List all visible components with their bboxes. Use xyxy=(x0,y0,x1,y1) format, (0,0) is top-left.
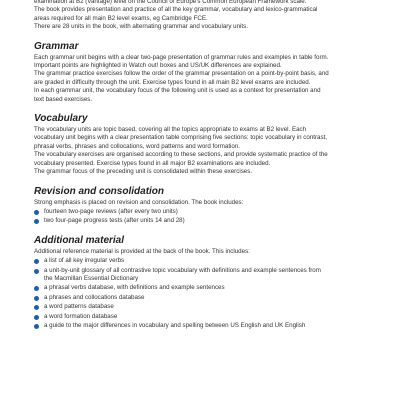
list-item xyxy=(34,267,384,284)
list-item-text: fourteen two-page reviews (after every two units) xyxy=(44,207,178,215)
grammar-line: Each grammar unit begins with a clear two-page presentation of grammar rules and examples in table form. xyxy=(34,53,329,61)
bullet-icon xyxy=(34,286,39,291)
list-item-text-continued: the Macmillan Essential Dictionary xyxy=(44,274,139,282)
intro-line: examination at B2 (Vantage) level on the Council of Europe's Common European Framework scale. xyxy=(34,0,307,5)
grammar-heading: Grammar xyxy=(34,40,79,52)
list-item-text: a phrases and collocations database xyxy=(44,293,145,301)
grammar-line: text based exercises. xyxy=(34,95,93,103)
additional-heading: Additional material xyxy=(34,234,125,246)
bullet-icon xyxy=(34,324,39,329)
list-item-text: a unit-by-unit glossary of all contrastive topic vocabulary with definitions and example sentences from xyxy=(44,266,321,274)
vocabulary-line: vocabulary presented. Exercise types found in all major B2 examinations are included. xyxy=(34,159,271,167)
grammar-line: are graded in difficulty through the unit. Exercise types found in all main B2 level exams are included. xyxy=(34,78,311,86)
vocabulary-line: vocabulary unit begins with a clear presentation table comprising five sections: topic vocabulary in contrast, xyxy=(34,134,328,142)
intro-line: areas required for all main B2 level exams, eg Cambridge FCE. xyxy=(34,14,208,22)
vocabulary-line: The vocabulary exercises are organised according to these sections, and provide systematic practice of the xyxy=(34,151,328,159)
list-item-text: a word patterns database xyxy=(44,303,114,311)
list-item-text: a guide to the major differences in vocabulary and spelling between US English and UK English xyxy=(44,321,306,329)
bullet-icon xyxy=(34,259,39,264)
intro-line: The book provides presentation and practice of all the key grammar, vocabulary and lexico-grammatical xyxy=(34,6,318,14)
list-item xyxy=(34,208,384,216)
list-item xyxy=(34,303,384,311)
revision-list xyxy=(34,208,384,226)
list-item xyxy=(34,322,384,330)
bullet-icon xyxy=(34,305,39,310)
intro-line: There are 28 units in the book, with alternating grammar and vocabulary units. xyxy=(34,23,248,31)
list-item xyxy=(34,284,384,292)
revision-intro: Strong emphasis is placed on revision and consolidation. The book includes: xyxy=(34,198,244,206)
revision-heading: Revision and consolidation xyxy=(34,185,165,197)
list-item xyxy=(34,313,384,321)
bullet-icon xyxy=(34,315,39,320)
list-item xyxy=(34,294,384,302)
list-item-text: a word formation database xyxy=(44,312,118,320)
revision-body xyxy=(34,199,384,226)
grammar-body xyxy=(34,54,384,104)
bullet-icon xyxy=(34,219,39,224)
additional-intro: Additional reference material is provided at the back of the book. This includes: xyxy=(34,247,250,255)
additional-body xyxy=(34,248,384,331)
intro-paragraph xyxy=(34,0,384,32)
list-item-text: two four-page progress tests (after units 14 and 28) xyxy=(44,217,185,225)
vocabulary-body xyxy=(34,126,384,176)
vocabulary-line: The grammar focus of the preceding unit is consolidated within these exercises. xyxy=(34,168,253,176)
vocabulary-line: The vocabulary units are topic based, covering all the topics appropriate to exams at B2 level. Each xyxy=(34,126,307,134)
bullet-icon xyxy=(34,296,39,301)
grammar-line: The grammar practice exercises follow the order of the grammar presentation on a point-by-point basis, and xyxy=(34,70,329,78)
vocabulary-heading: Vocabulary xyxy=(34,113,88,125)
additional-list xyxy=(34,257,384,330)
list-item xyxy=(34,217,384,225)
list-item-text: a phrasal verbs database, with definitions and example sentences xyxy=(44,284,225,292)
list-item-text: a list of all key irregular verbs xyxy=(44,257,125,265)
bullet-icon xyxy=(34,269,39,274)
grammar-line: Important points are highlighted in Watch out! boxes and US/UK differences are explained. xyxy=(34,62,282,70)
grammar-line: In each grammar unit, the vocabulary focus of the following unit is used as a context for presentation and xyxy=(34,87,321,95)
bullet-icon xyxy=(34,210,39,215)
vocabulary-line: phrasal verbs, phrases and collocations, word patterns and word formation. xyxy=(34,142,241,150)
list-item xyxy=(34,257,384,265)
